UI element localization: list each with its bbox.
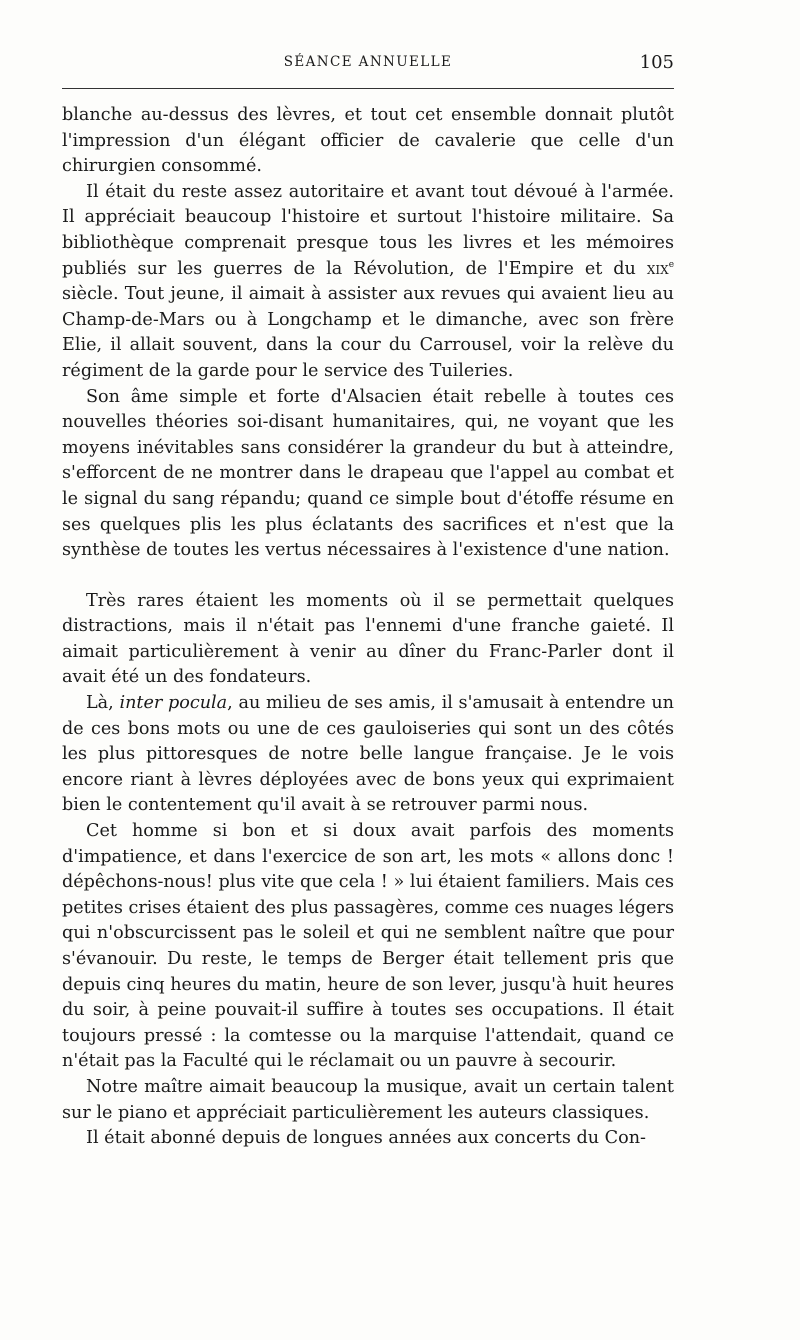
- paragraph-6-text: Cet homme si bon et si doux avait parfois des moments d'impatience, et dans l'exercice de son art, les mots « allons donc ! dépêchons-nous! plus vite que cela ! » lui étaient familiers. Mais ces petites crises étaient des plus passagères, comme ces nuages légers qui n'obscurcissent pas le soleil et qui ne semblent naître que pour s'évanouir. Du reste, le temps de Berger était tellement pris que depuis cinq heures du matin, heure de son lever, jusqu'à huit heures du soir, à peine pouvait-il suffire à toutes ses occupations. Il était toujours pressé : la comtesse ou la marquise l'attendait, quand ce n'était pas la Faculté qui le réclamait ou un pauvre à secourir.: [62, 821, 674, 1072]
- paragraph-3-text: Son âme simple et forte d'Alsacien était rebelle à toutes ces nouvelles théories soi-disant humanitaires, qui, ne voyant que les moyens inévitables sans considérer la grandeur du but à atteindre, s'efforcent de ne montrer dans le drapeau que l'appel au combat et le signal du sang répandu; quand ce simple bout d'étoffe résume en ses quelques plis les plus éclatants des sacrifices et n'est que la synthèse de toutes les vertus nécessaires à l'existence d'une nation.: [62, 386, 674, 561]
- paragraph-8: [62, 1126, 674, 1152]
- paragraph-8-text: Il était abonné depuis de longues années aux concerts du Con-: [86, 1128, 646, 1149]
- paragraph-6: [62, 819, 674, 1075]
- paragraph-7-text: Notre maître aimait beaucoup la musique, avait un certain talent sur le piano et appréciait particulièrement les auteurs classiques.: [62, 1076, 674, 1123]
- paragraph-5-lead: Là,: [86, 693, 114, 714]
- header-rule: [62, 88, 674, 89]
- page-header: [62, 52, 674, 74]
- century-exponent: e: [668, 259, 675, 270]
- paragraph-4: [62, 589, 674, 691]
- paragraph-3: [62, 385, 674, 564]
- paragraph-1: [62, 103, 674, 180]
- paragraph-2: [62, 180, 674, 385]
- running-title: SÉANCE ANNUELLE: [283, 54, 453, 70]
- paragraph-5-text: , au milieu de ses amis, il s'amusait à entendre un de ces bons mots ou une de ces gauloiseries qui sont un des côtés les plus pittoresques de notre belle langue française. Je le vois encore riant à lèvres déployées avec de bons yeux qui exprimaient bien le contentement qu'il avait à se retrouver parmi nous.: [62, 693, 675, 816]
- paragraph-5: [62, 691, 674, 819]
- paragraph-2-text: Il était du reste assez autoritaire et avant tout dévoué à l'armée. Il appréciait beaucoup l'histoire et surtout l'histoire militaire. Sa bibliothèque comprenait presque tous les livres et les mémoires publiés sur les guerres de la Révolution, de l'Empire et du: [62, 181, 674, 279]
- page-body: [62, 103, 674, 1152]
- paragraph-1-text: blanche au-dessus des lèvres, et tout cet ensemble donnait plutôt l'impression d'un élégant officier de cavalerie que celle d'un chirurgien consommé.: [62, 105, 674, 177]
- paragraph-4-text: Très rares étaient les moments où il se permettait quelques distractions, mais il n'était pas l'ennemi d'une franche gaieté. Il aimait particulièrement à venir au dîner du Franc-Parler dont il avait été un des fondateurs.: [62, 590, 674, 688]
- paragraph-7: [62, 1075, 674, 1126]
- century-numeral: xix: [646, 258, 669, 279]
- latin-phrase: inter pocula: [119, 693, 228, 714]
- page-number: 105: [639, 52, 674, 73]
- paragraph-2-text-after: siècle. Tout jeune, il aimait à assister aux revues qui avaient lieu au Champ-de-Mars ou à Longchamp et le dimanche, avec son frère Elie, il allait souvent, dans la cour du Carrousel, voir la relève du régiment de la garde pour le service des Tuileries.: [62, 284, 674, 381]
